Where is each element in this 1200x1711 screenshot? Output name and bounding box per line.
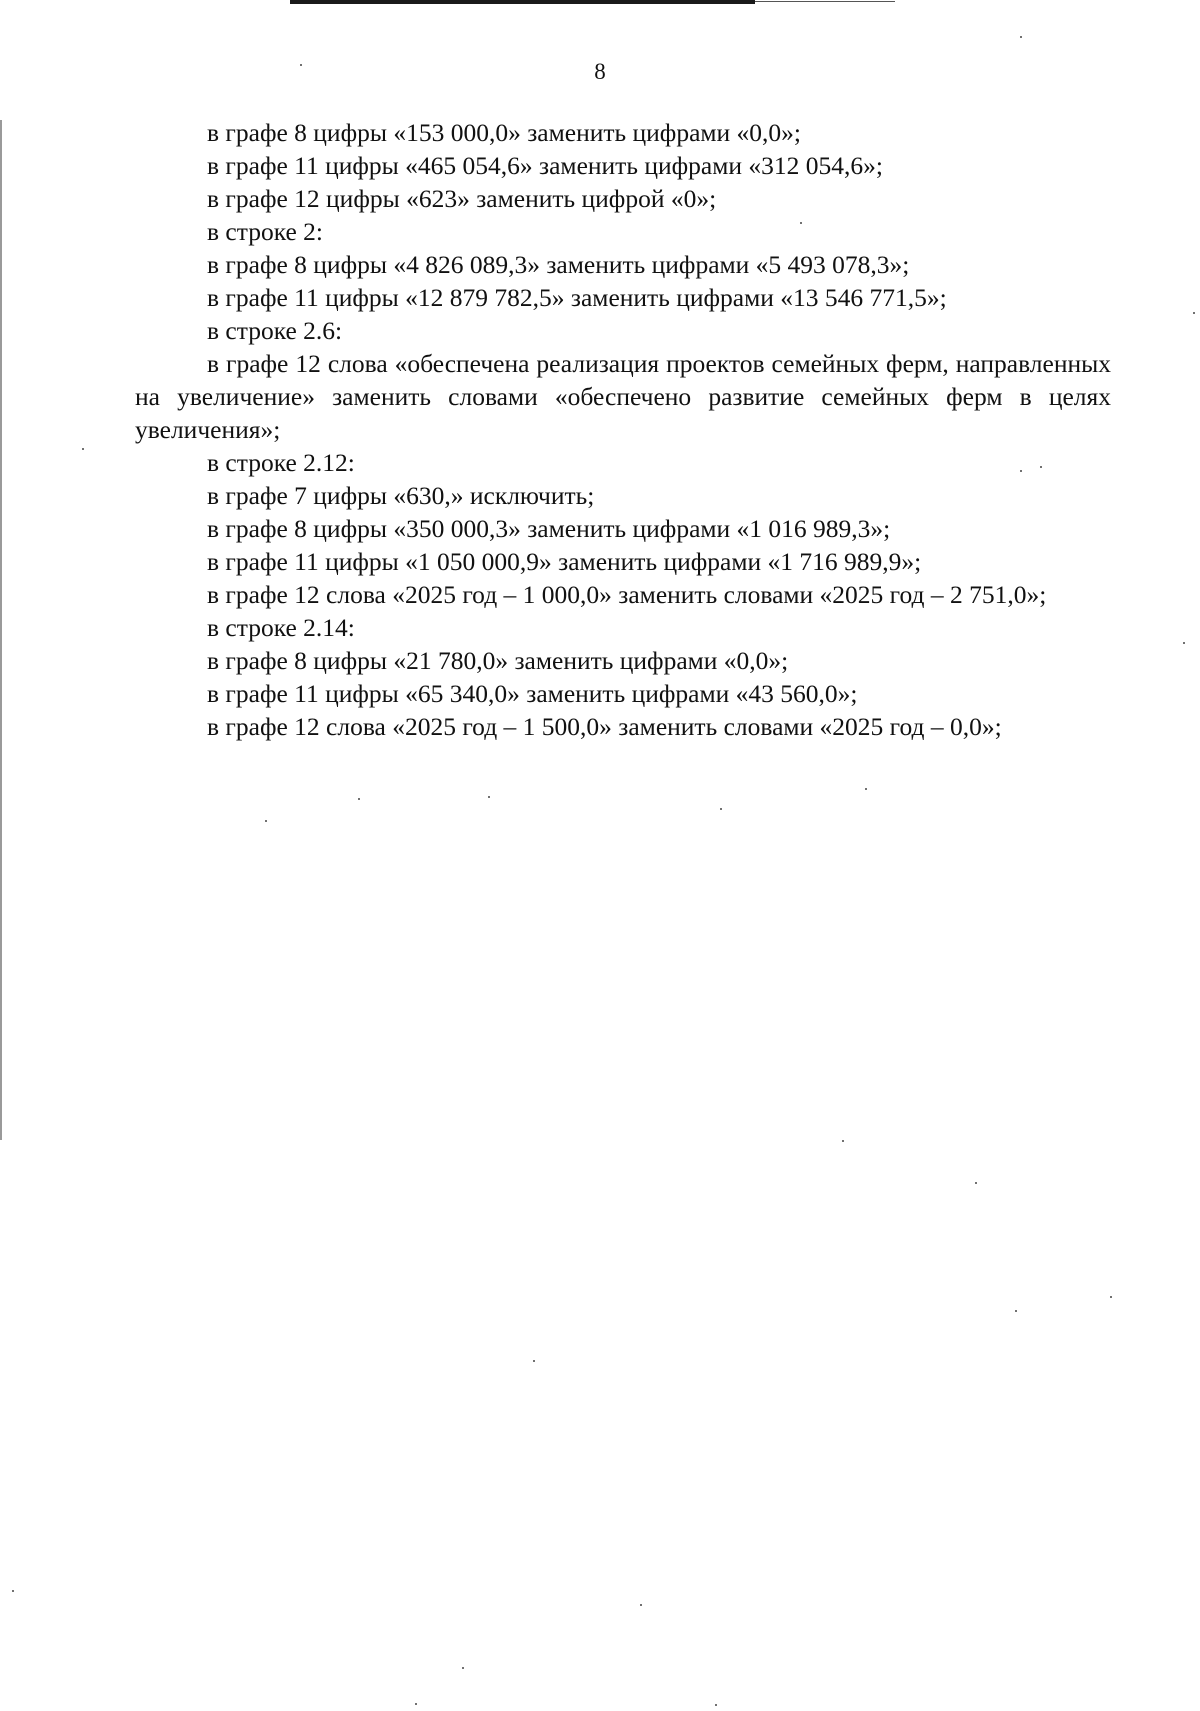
paragraph: в графе 8 цифры «4 826 089,3» заменить цифрами «5 493 078,3»; — [207, 250, 910, 279]
scan-speck — [720, 808, 722, 810]
paragraph: в графе 11 цифры «465 054,6» заменить цифрами «312 054,6»; — [207, 151, 883, 180]
page-number: 8 — [594, 59, 606, 84]
paragraph: в строке 2.12: — [207, 448, 355, 477]
scan-edge-mark-thin — [755, 1, 895, 2]
scan-speck — [865, 788, 867, 790]
paragraph: в графе 7 цифры «630,» исключить; — [207, 481, 595, 510]
scan-left-edge — [0, 120, 2, 1140]
scan-edge-mark — [290, 0, 755, 4]
paragraph: в графе 11 цифры «12 879 782,5» заменить цифрами «13 546 771,5»; — [207, 283, 947, 312]
scan-speck — [1020, 470, 1022, 472]
paragraph: в строке 2: — [207, 217, 323, 246]
paragraph: в графе 8 цифры «153 000,0» заменить цифрами «0,0»; — [207, 118, 802, 147]
document-body — [135, 116, 1111, 743]
paragraph: в графе 12 цифры «623» заменить цифрой «0»; — [207, 184, 717, 213]
scan-speck — [975, 1182, 977, 1184]
scan-speck — [533, 1360, 535, 1362]
scan-speck — [1183, 642, 1185, 644]
scan-speck — [462, 1667, 464, 1669]
paragraph: в графе 12 слова «2025 год – 1 000,0» заменить словами «2025 год – 2 751,0»; — [207, 580, 1047, 609]
paragraph: в графе 11 цифры «1 050 000,9» заменить цифрами «1 716 989,9»; — [207, 547, 922, 576]
scan-speck — [82, 448, 84, 450]
paragraph: в графе 12 слова «обеспечена реализация проектов семейных ферм, направленных на увеличение» заменить словами «обеспечено развитие семейных ферм в целях увеличения»; — [135, 349, 1111, 444]
paragraph: в графе 8 цифры «21 780,0» заменить цифрами «0,0»; — [207, 646, 789, 675]
scan-speck — [842, 1140, 844, 1142]
scan-speck — [265, 820, 267, 822]
scan-speck — [1020, 36, 1022, 38]
scan-speck — [715, 1704, 717, 1706]
paragraph: в графе 8 цифры «350 000,3» заменить цифрами «1 016 989,3»; — [207, 514, 891, 543]
scan-speck — [12, 1590, 14, 1592]
scan-speck — [300, 64, 302, 66]
paragraph: в строке 2.14: — [207, 613, 355, 642]
scan-speck — [1110, 1296, 1112, 1298]
scan-speck — [800, 222, 802, 224]
scan-speck — [1193, 312, 1195, 314]
scan-speck — [1040, 466, 1042, 468]
scan-speck — [415, 1703, 417, 1705]
paragraph: в графе 12 слова «2025 год – 1 500,0» заменить словами «2025 год – 0,0»; — [207, 712, 1002, 741]
scan-speck — [488, 796, 490, 798]
paragraph: в графе 11 цифры «65 340,0» заменить цифрами «43 560,0»; — [207, 679, 858, 708]
scan-speck — [640, 1604, 642, 1606]
scan-speck — [1015, 1310, 1017, 1312]
paragraph: в строке 2.6: — [207, 316, 343, 345]
scan-speck — [358, 798, 360, 800]
